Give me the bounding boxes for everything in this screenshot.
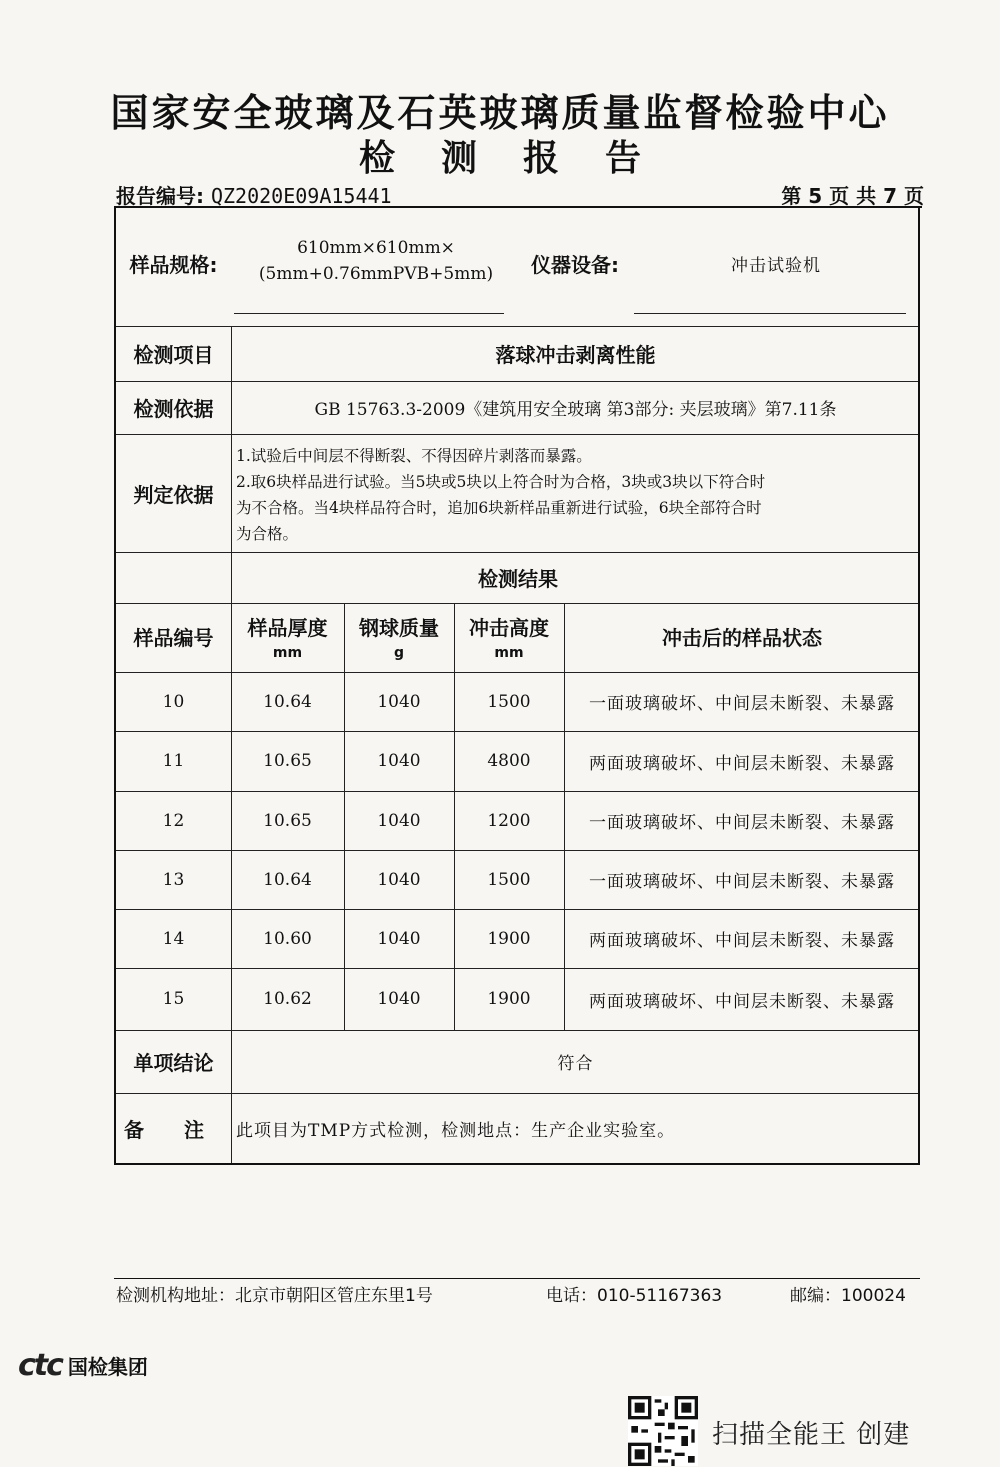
criteria-line-3: 为不合格。当4块样品符合时，追加6块新样品重新进行试验，6块全部符合时 [236,499,762,517]
row-cell-state: 两面玻璃破坏、中间层未断裂、未暴露 [589,991,895,1012]
qr-code-icon [628,1396,698,1466]
criteria-line-2: 2.取6块样品进行试验。当5块或5块以上符合时为合格，3块或3块以下符合时 [236,473,766,491]
col-header-thickness [231,603,344,672]
col-header-sample-no-text: 样品编号 [133,625,214,650]
row-cell-state: 一面玻璃破坏、中间层未断裂、未暴露 [589,813,895,833]
col-header-impact-height-text: 冲击高度 [469,615,549,640]
conclusion-value: 符合 [557,1054,594,1074]
criteria-label: 判定依据 [133,482,214,507]
scanner-watermark: 扫描全能王 创建 [712,1420,911,1450]
row-cell-no: 11 [162,751,185,771]
spec-line-1: 610mm×610mm× [297,238,455,258]
spec-label: 样品规格: [129,252,218,277]
page-info: 第 5 页 共 7 页 [781,184,924,208]
conclusion-label: 单项结论 [133,1051,214,1075]
row-cell-height: 1500 [487,691,531,712]
col-header-ball-mass [344,603,454,672]
footer-phone: 电话：010-51167363 [546,1286,723,1306]
test-item-value: 落球冲击剥离性能 [495,343,656,367]
col-header-thickness-unit: mm [272,644,303,661]
spec-underline [234,313,504,314]
report-number [116,180,392,209]
row-cell-mass: 1040 [377,869,421,890]
row-cell-mass: 1040 [377,691,421,712]
row-cell-no: 15 [162,989,185,1009]
footer-postcode: 邮编：100024 [790,1286,906,1306]
report-number-value: QZ2020E09A15441 [210,184,392,208]
row-cell-mass: 1040 [377,989,421,1009]
row-cell-mass: 1040 [377,810,421,831]
test-item-label: 检测项目 [133,343,214,367]
ctc-logo [18,1348,148,1383]
row-cell-no: 14 [162,928,185,949]
row-cell-thickness: 10.65 [263,810,312,831]
report-subtitle: 检测报告 [358,138,687,179]
equipment-underline [634,313,906,314]
row-cell-height: 4800 [487,751,531,771]
col-header-sample-no [116,603,231,672]
row-cell-height: 1900 [487,989,531,1009]
row-cell-state: 两面玻璃破坏、中间层未断裂、未暴露 [589,931,895,951]
col-header-ball-mass-text: 钢球质量 [359,615,439,640]
results-title: 检测结果 [478,567,558,591]
row-cell-state: 一面玻璃破坏、中间层未断裂、未暴露 [589,872,895,892]
report-table [114,207,920,1165]
row-cell-state: 一面玻璃破坏、中间层未断裂、未暴露 [589,694,895,714]
row-cell-no: 12 [162,810,185,831]
criteria-text [236,443,916,547]
test-basis-label: 检测依据 [133,397,214,421]
row-cell-state: 两面玻璃破坏、中间层未断裂、未暴露 [589,753,895,774]
row-cell-thickness: 10.64 [263,869,312,890]
row-cell-height: 1200 [487,810,531,831]
ctc-logo-mark: ctc [18,1348,62,1383]
test-basis-value: GB 15763.3-2009《建筑用安全玻璃 第3部分: 夹层玻璃》第7.11条 [314,400,837,420]
row-cell-thickness: 10.62 [263,989,312,1009]
spec-line-2: (5mm+0.76mmPVB+5mm) [258,264,494,284]
row-cell-height: 1500 [487,869,531,890]
report-title: 国家安全玻璃及石英玻璃质量监督检验中心 [110,91,890,135]
criteria-line-4: 为合格。 [236,525,299,543]
footer-divider [114,1278,920,1279]
col-header-impact-height-unit: mm [494,644,524,661]
equipment-label: 仪器设备: [531,252,619,277]
row-divider [116,434,918,435]
col-header-ball-mass-unit: g [393,644,405,661]
row-cell-thickness: 10.60 [263,928,312,949]
col-header-impact-height [454,603,564,672]
row-cell-mass: 1040 [377,751,421,771]
row-cell-height: 1900 [487,928,531,949]
col-header-thickness-text: 样品厚度 [247,615,328,640]
row-cell-thickness: 10.65 [263,751,312,771]
spec-value [236,231,516,291]
row-cell-thickness: 10.64 [263,691,312,712]
footer-address: 检测机构地址：北京市朝阳区管庄东里1号 [116,1286,433,1306]
col-header-state-text: 冲击后的样品状态 [662,625,822,650]
row-cell-mass: 1040 [377,928,421,949]
ctc-logo-name: 国检集团 [67,1355,148,1379]
report-number-label: 报告编号: [116,184,204,208]
row-cell-no: 10 [162,691,185,712]
remarks-value: 此项目为TMP方式检测，检测地点：生产企业实验室。 [236,1120,676,1141]
equipment-value: 冲击试验机 [731,255,821,276]
criteria-line-1: 1.试验后中间层不得断裂、不得因碎片剥落而暴露。 [236,447,592,465]
col-header-state [564,603,920,672]
row-cell-no: 13 [162,869,185,890]
remarks-label: 备 注 [124,1117,204,1142]
